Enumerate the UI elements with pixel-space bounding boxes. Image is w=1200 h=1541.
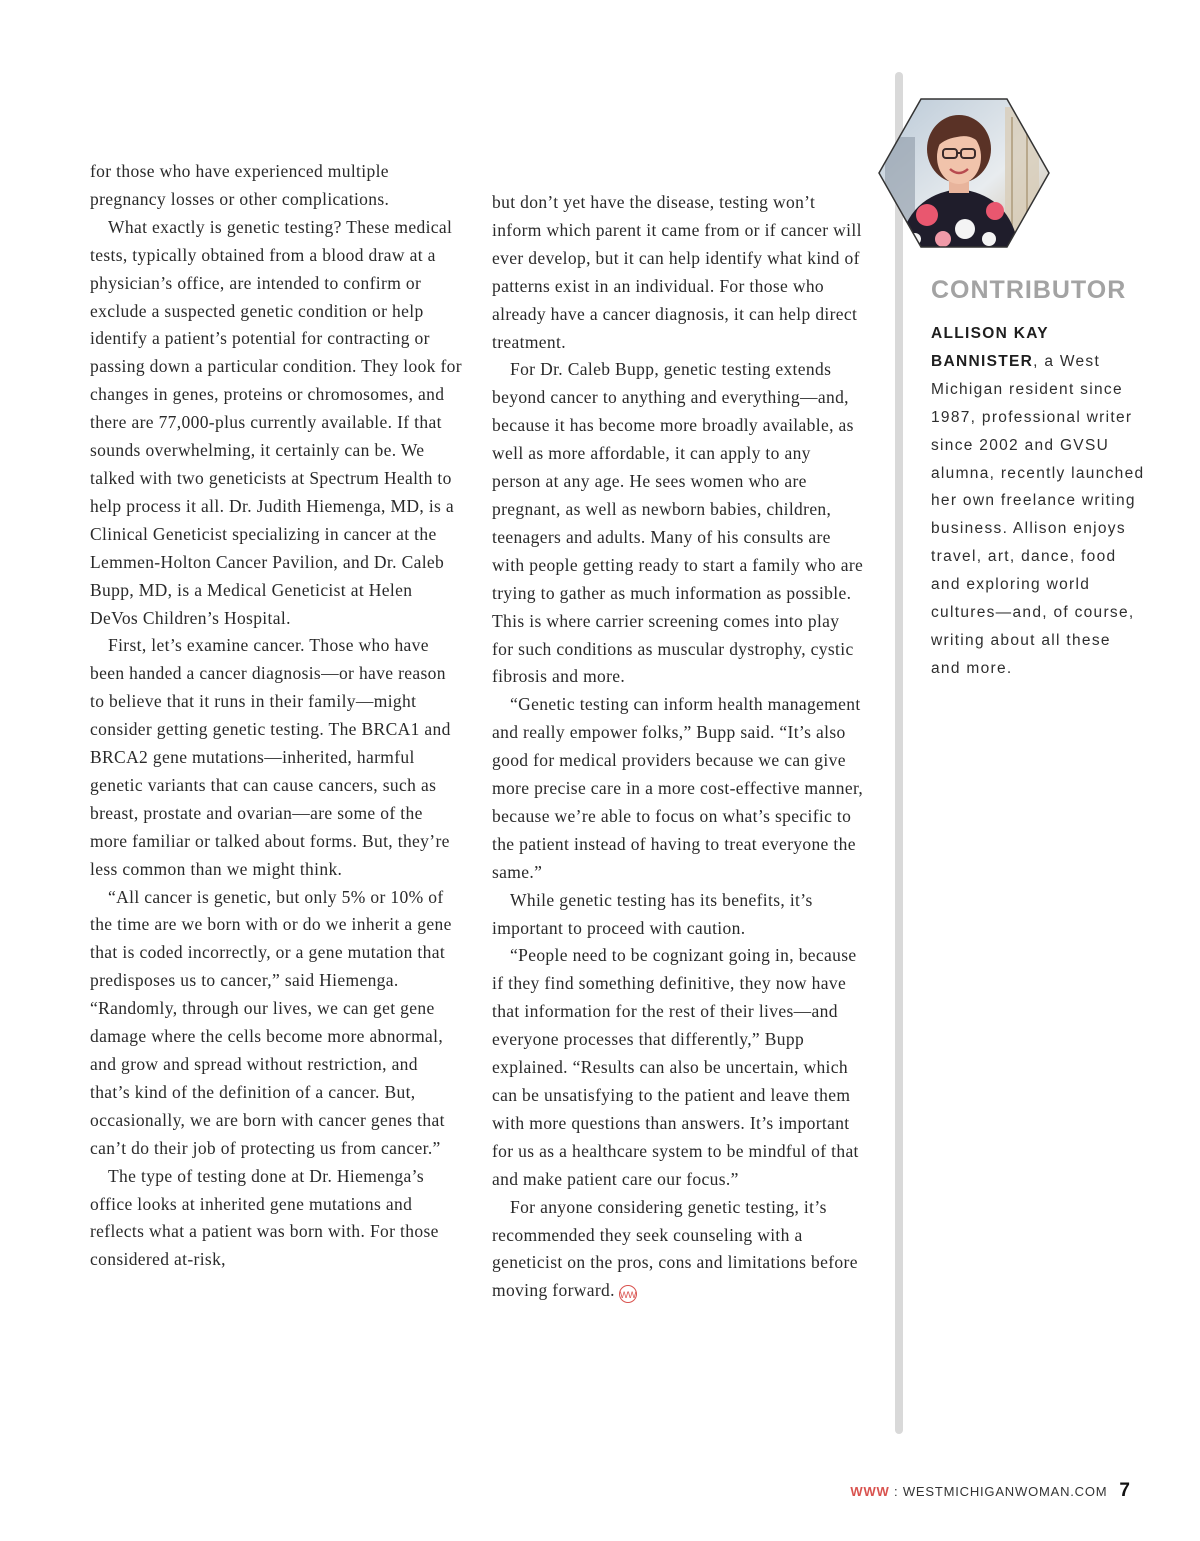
page-footer <box>850 1480 1130 1502</box>
contributor-heading: CONTRIBUTOR <box>931 276 1127 304</box>
article-column-1 <box>90 158 462 1274</box>
paragraph: The type of testing done at Dr. Hiemenga’s office looks at inherited gene mutations and reflects what a patient was born with. For those considered at-risk, <box>90 1165 439 1270</box>
contributor-sidebar <box>931 272 1146 683</box>
article-column-2 <box>492 189 864 1305</box>
footer-brand: WWW <box>850 1484 890 1499</box>
footer-site-link[interactable]: WESTMICHIGANWOMAN.COM <box>902 1484 1108 1499</box>
paragraph: For Dr. Caleb Bupp, genetic testing extends beyond cancer to anything and everything—and, because it has become more broadly available, as well as more affordable, it can apply to any person at any age. He sees women who are pregnant, as well as newborn babies, children, teenagers and adults. Many of his consults are with people getting ready to start a family who are trying to gather as much information as possible. This is where carrier screening comes into play for such conditions as muscular dystrophy, cystic fibrosis and more. <box>492 359 864 687</box>
sidebar-divider <box>895 72 903 1434</box>
contributor-bio-text: , a West Michigan resident since 1987, professional writer since 2002 and GVSU alumna, recently launched her own freelance writing business. Allison enjoys travel, art, dance, food and exploring world cultures—and, of course, writing about all these and more. <box>931 352 1145 677</box>
paragraph: “All cancer is genetic, but only 5% or 10% of the time are we born with or do we inherit a gene that is coded incorrectly, or a gene mutation that predisposes us to cancer,” said Hiemenga. “Randomly, through our lives, we can get gene damage where the cells become more abnormal, and grow and spread without restriction, and that’s kind of the definition of a cancer. But, occasionally, we are born with cancer genes that can’t do their job of protecting us from cancer.” <box>90 886 452 1158</box>
paragraph: for those who have experienced multiple pregnancy losses or other complications. <box>90 161 390 209</box>
page-number: 7 <box>1119 1480 1130 1501</box>
paragraph: “Genetic testing can inform health management and really empower folks,” Bupp said. “It’s also good for medical providers because we can give more precise care in a more cost-effective manner, because we’re able to focus on what’s specific to the patient instead of having to treat everyone the same.” <box>492 694 864 882</box>
paragraph: “People need to be cognizant going in, because if they find something definitive, they now have that information for the rest of their lives—and everyone processes that differently,” Bupp explained. “Results can also be uncertain, which can be unsatisfying to the patient and leave them with more questions than answers. It’s important for us as a healthcare system to be mindful of that and make patient care our focus.” <box>492 945 859 1189</box>
paragraph: but don’t yet have the disease, testing won’t inform which parent it came from or if cancer will ever develop, but it can help identify what kind of patterns exist in an individual. For those who already have a cancer diagnosis, it can help direct treatment. <box>492 192 862 352</box>
paragraph: While genetic testing has its benefits, it’s important to proceed with caution. <box>492 889 813 938</box>
contributor-name: ALLISON KAY BANNISTER <box>931 325 1049 370</box>
contributor-bio <box>931 320 1146 683</box>
footer-separator: : <box>889 1484 903 1499</box>
paragraph-text: For anyone considering genetic testing, it’s recommended they seek counseling with a geneticist on the pros, cons and limitations before moving forward. <box>492 1196 858 1301</box>
contributor-photo <box>877 97 1051 249</box>
paragraph: First, let’s examine cancer. Those who have been handed a cancer diagnosis—or have reason to believe that it runs in their family—might consider getting genetic testing. The BRCA1 and BRCA2 gene mutations—inherited, harmful genetic variants that can cause cancers, such as breast, prostate and ovarian—are some of the more familiar or talked about forms. But, they’re less common than we might think. <box>90 635 451 879</box>
ww-logo-circle-icon: WW <box>619 1285 637 1303</box>
paragraph: What exactly is genetic testing? These medical tests, typically obtained from a blood draw at a physician’s office, are intended to confirm or exclude a suspected genetic condition or help identify a patient’s potential for contracting or passing down a particular condition. They look for changes in genes, proteins or chromosomes, and there are 77,000-plus currently available. If that sounds overwhelming, it certainly can be. We talked with two geneticists at Spectrum Health to help process it all. Dr. Judith Hiemenga, MD, is a Clinical Geneticist specializing in cancer at the Lemmen-Holton Cancer Pavilion, and Dr. Caleb Bupp, MD, is a Medical Geneticist at Helen DeVos Children’s Hospital. <box>90 216 462 628</box>
paragraph-final <box>492 1194 864 1306</box>
